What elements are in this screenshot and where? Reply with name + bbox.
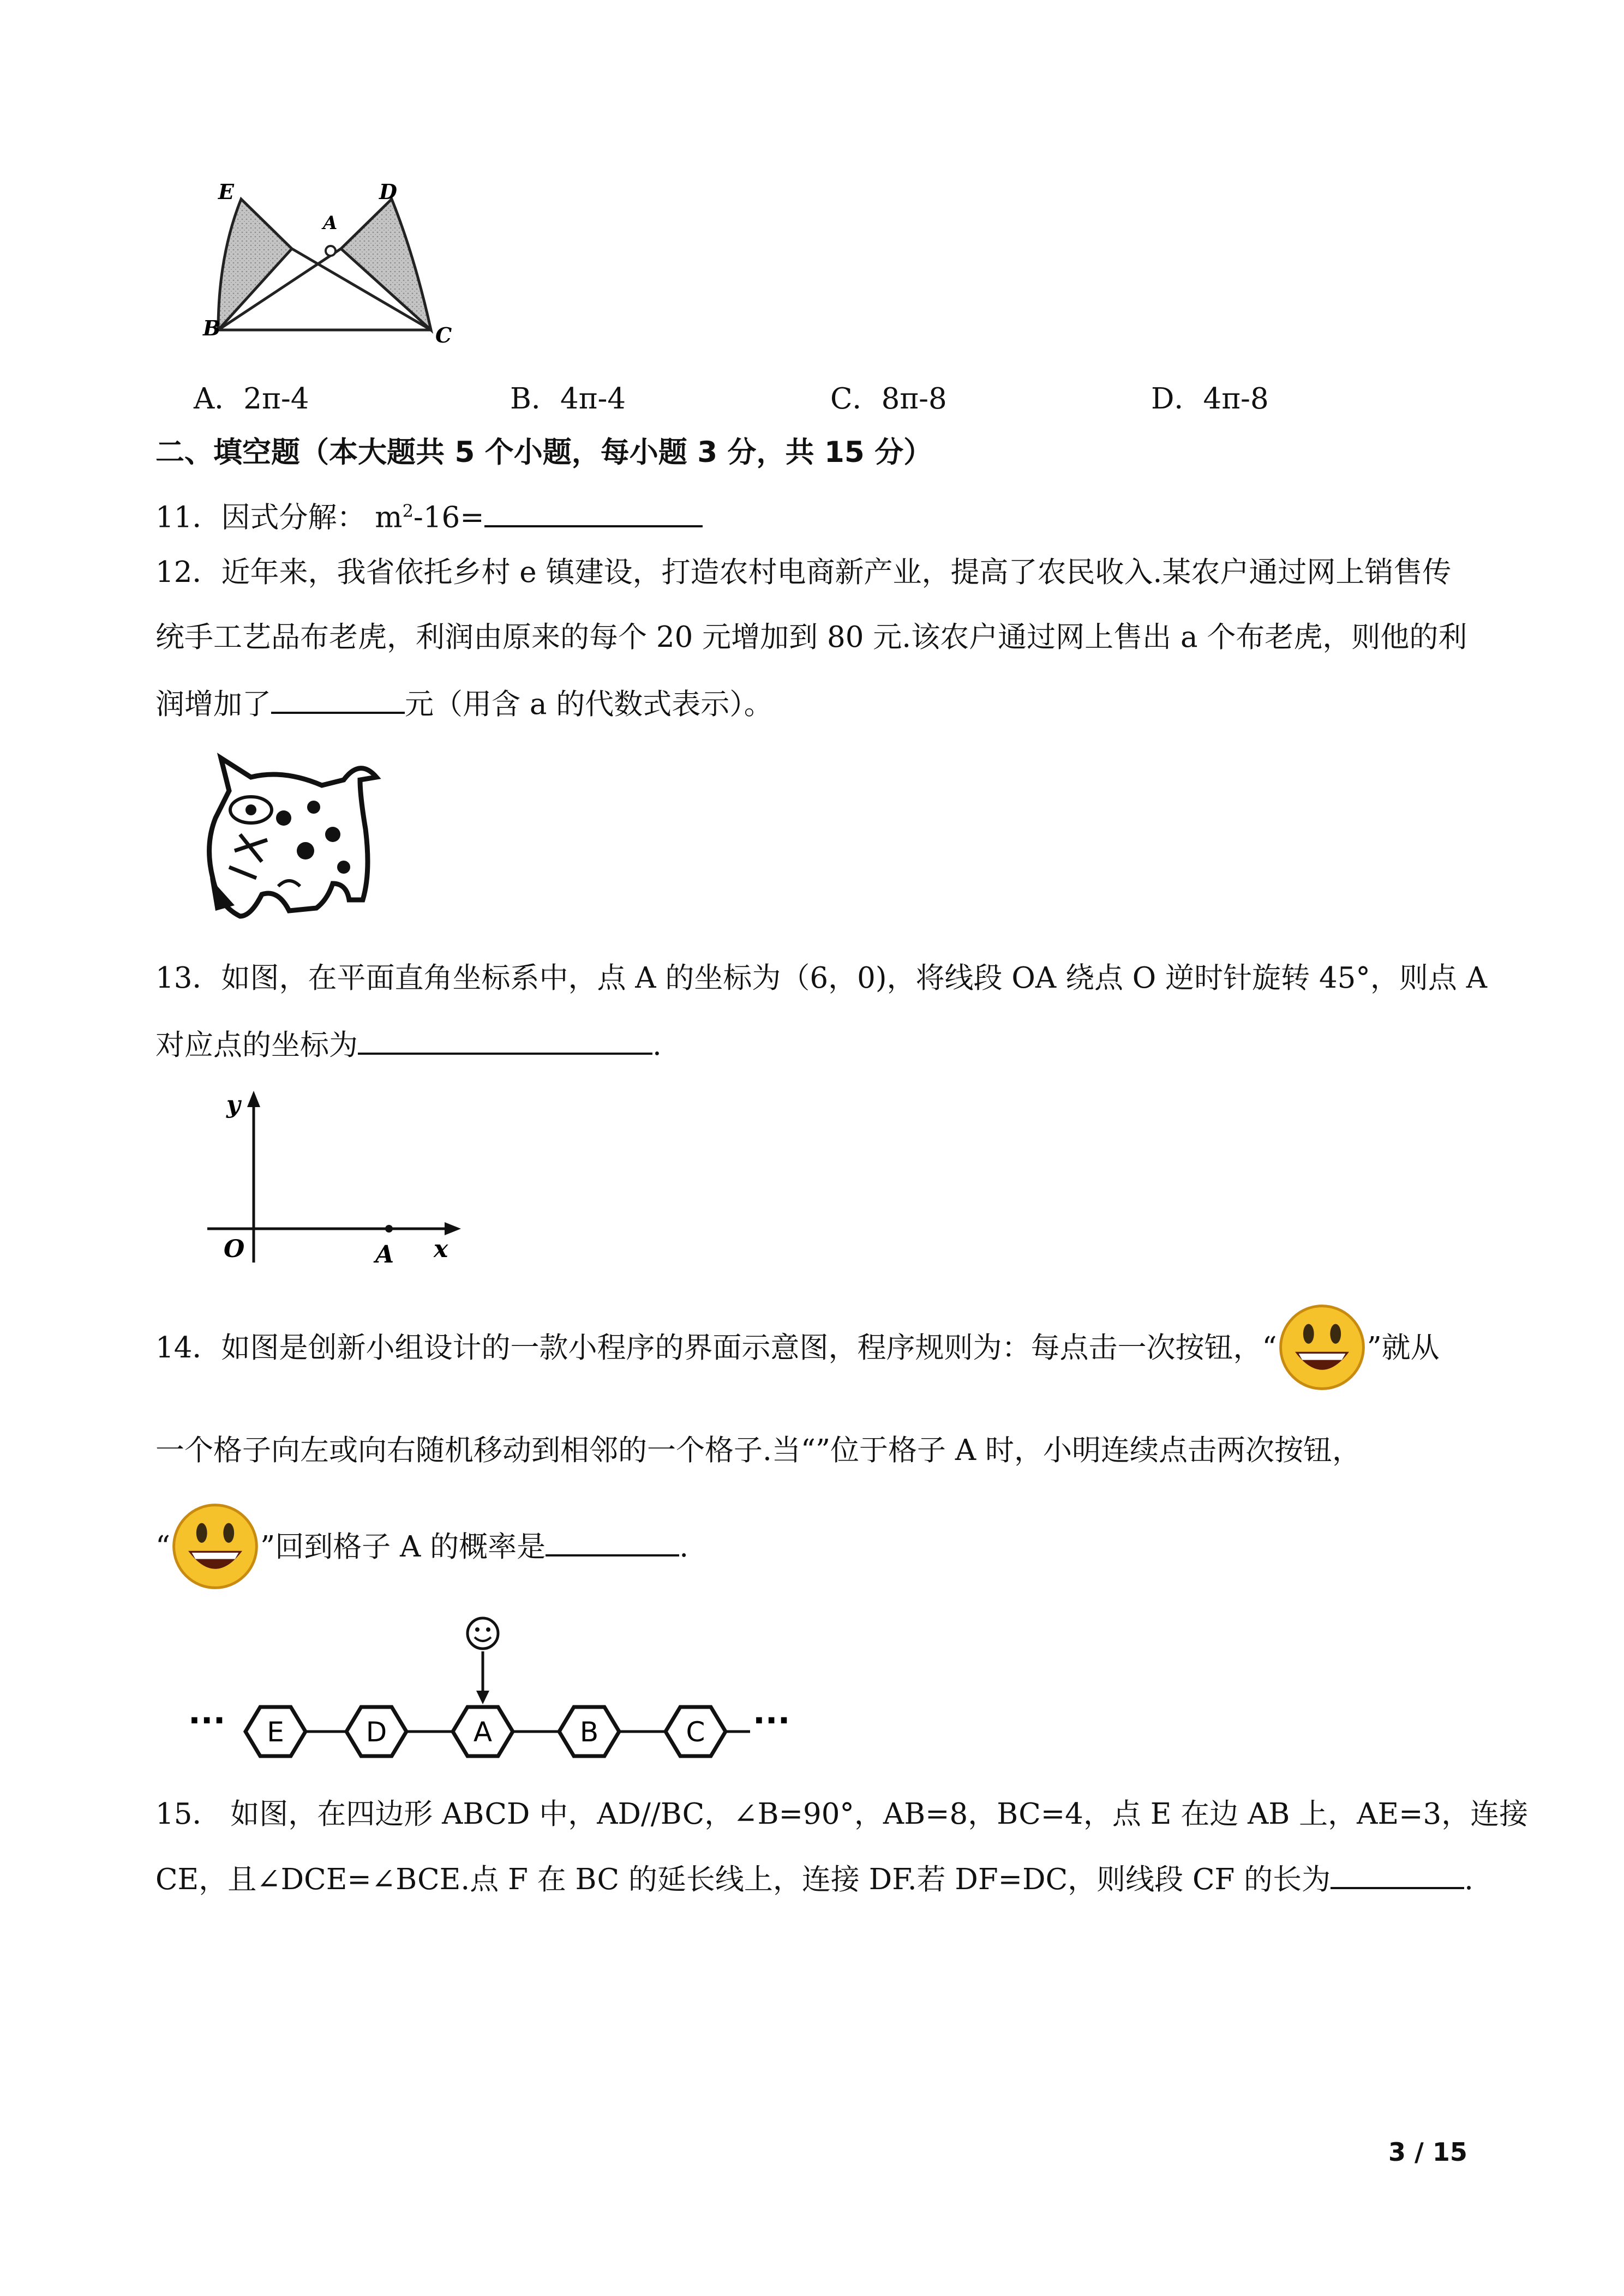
- label-e: E: [218, 179, 234, 204]
- svg-text:B: B: [579, 1716, 599, 1748]
- option-b: B．4π-4: [510, 382, 626, 416]
- small-smiley-icon: [468, 1618, 498, 1649]
- question-11: 11．因式分解： $m^2-16=$: [155, 494, 703, 536]
- smiley-icon: [1277, 1302, 1367, 1392]
- hex-cell-d: [346, 1707, 406, 1756]
- question-14-line-1: 14．如图是创新小组设计的一款小程序的界面示意图，程序规则为：每点击一次按钮，“ ”就从: [155, 1331, 1440, 1368]
- question-15-line-2: CE，且∠DCE=∠BCE.点 F 在 BC 的延长线上，连接 DF.若 DF=DC，则线段 CF 的长为 .: [155, 1860, 1473, 1897]
- question-15-line-1: 15． 如图，在四边形 ABCD 中，AD//BC，∠B=90°，AB=8，BC=4，点 E 在边 AB 上，AE=3，连接: [155, 1798, 1529, 1831]
- question-14-line-3: “ ”回到格子 A 的概率是 .: [155, 1527, 688, 1567]
- hex-cell-b: [559, 1707, 619, 1756]
- axis-x-label: x: [434, 1235, 448, 1263]
- answer-blank[interactable]: [1331, 1860, 1464, 1889]
- ellipsis-left: ···: [188, 1702, 226, 1740]
- shaded-sector-left: [218, 199, 292, 330]
- page-number: 3 / 15: [1388, 2137, 1467, 2167]
- question-14-line-2: 一个格子向左或向右随机移动到相邻的一个格子.当“”位于格子 A 时，小明连续点击两次按钮，: [155, 1434, 1362, 1467]
- label-b: B: [203, 316, 221, 340]
- smiley-icon: [170, 1501, 260, 1591]
- option-c: C．8π-8: [830, 382, 947, 416]
- answer-blank[interactable]: [484, 498, 703, 527]
- axis-y-label: y: [226, 1091, 241, 1119]
- svg-text:C: C: [686, 1716, 705, 1748]
- answer-blank[interactable]: [358, 1025, 652, 1055]
- hex-cell-c: [666, 1707, 726, 1756]
- question-12-line-1: 12．近年来，我省依托乡村 e 镇建设，打造农村电商新产业，提高了农民收入.某农户通过网上销售传: [155, 556, 1452, 589]
- question-13-line-1: 13．如图，在平面直角坐标系中，点 A 的坐标为（6，0)，将线段 OA 绕点 O 逆时针旋转 45°，则点 A: [155, 961, 1488, 995]
- hex-cell-a: [453, 1707, 513, 1756]
- point-a-label: A: [375, 1241, 394, 1269]
- cloth-tiger-image: [196, 747, 393, 938]
- label-c: C: [435, 323, 452, 347]
- label-d: D: [379, 179, 397, 204]
- coordinate-figure: [202, 1083, 464, 1279]
- svg-text:D: D: [365, 1716, 387, 1748]
- label-a: A: [323, 212, 338, 234]
- shaded-sector-right: [341, 199, 431, 330]
- svg-text:A: A: [473, 1716, 493, 1748]
- svg-text:E: E: [267, 1716, 284, 1748]
- answer-blank[interactable]: [546, 1527, 679, 1556]
- question-13-line-2: 对应点的坐标为 .: [155, 1025, 662, 1063]
- answer-blank[interactable]: [271, 684, 405, 714]
- origin-label: O: [224, 1235, 245, 1263]
- section-heading: 二、填空题（本大题共 5 个小题，每小题 3 分，共 15 分）: [155, 436, 933, 469]
- question-12-line-3: 润增加了 元（用含 a 的代数式表示）。: [155, 684, 773, 722]
- ellipsis-right: ···: [753, 1702, 790, 1740]
- option-a: A．2π-4: [194, 382, 309, 416]
- sector-figure: [202, 175, 475, 354]
- option-d: D．4π-8: [1151, 382, 1269, 416]
- question-12-line-2: 统手工艺品布老虎，利润由原来的每个 20 元增加到 80 元.该农户通过网上售出 a 个布老虎，则他的利: [155, 621, 1467, 654]
- hexagon-track-figure: [185, 1614, 829, 1778]
- hex-cell-e: [245, 1707, 305, 1756]
